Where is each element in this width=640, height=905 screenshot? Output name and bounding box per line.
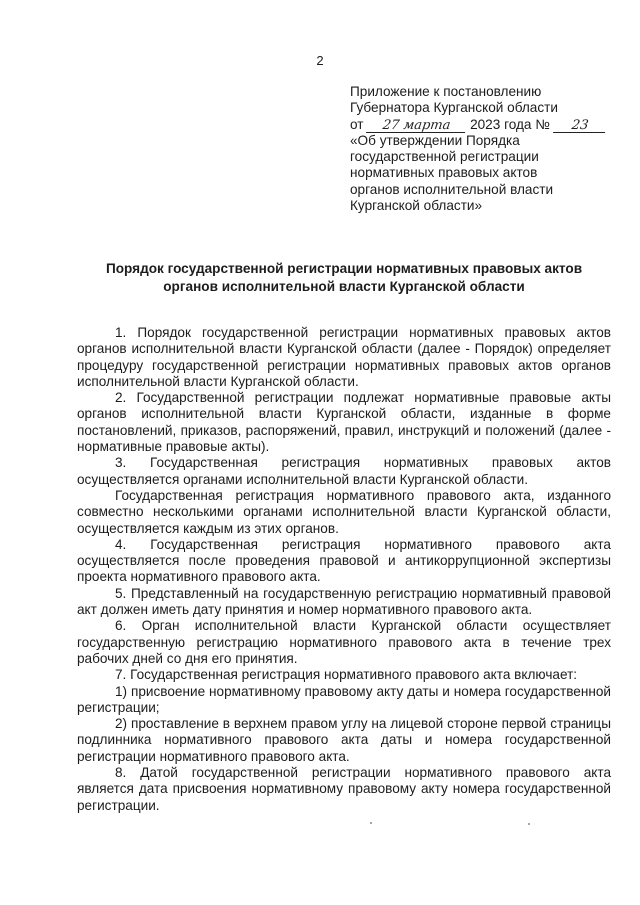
approval-line-7: органов исполнительной власти bbox=[350, 181, 554, 197]
approval-line-2: Губернатора Курганской области bbox=[350, 100, 558, 116]
scan-speck bbox=[528, 823, 530, 825]
paragraph: 6. Орган исполнительной власти Курганской области осуществляет государственную регистрацию нормативного правового акта в течение трех рабочих дней со дня его принятия. bbox=[77, 618, 611, 666]
paragraph: 3. Государственная регистрация нормативных правовых актов осуществляется органами исполнительной власти Курганской области. bbox=[77, 455, 611, 487]
title-line-2: органов исполнительной власти Курганской области bbox=[163, 278, 525, 294]
scan-speck bbox=[370, 822, 372, 824]
handwritten-date: 27 марта bbox=[366, 119, 467, 133]
document-title bbox=[70, 260, 618, 295]
scan-specks bbox=[370, 822, 550, 826]
paragraph: 2) проставление в верхнем правом углу на лицевой стороне первой страницы подлинника нормативного правового акта даты и номера государственной регистрации нормативного правового акта. bbox=[77, 716, 611, 764]
paragraph: 4. Государственная регистрация нормативного правового акта осуществляется после проведения правовой и антикоррупционной экспертизы проекта нормативного правового акта. bbox=[77, 536, 611, 585]
approval-line-5: государственной регистрации bbox=[350, 149, 539, 165]
paragraph: 2. Государственной регистрации подлежат нормативные правовые акты органов исполнительной власти Курганской области, изданные в форме постановлений, приказов, распоряжений, правил, инструкций и положений (далее - нормативные правовые акты). bbox=[77, 390, 611, 455]
date-prefix: от bbox=[350, 116, 364, 132]
approval-block bbox=[350, 84, 620, 214]
approval-date-line bbox=[350, 117, 620, 133]
paragraph: 5. Представленный на государственную регистрацию нормативный правовой акт должен иметь дату принятия и номер нормативного правового акта. bbox=[77, 585, 611, 618]
paragraph: 7. Государственная регистрация нормативного правового акта включает: bbox=[115, 667, 578, 683]
paragraph: Государственная регистрация нормативного правового акта, изданного совместно несколькими органами исполнительной власти Курганской области, осуществляется каждым из этих органов. bbox=[77, 487, 611, 536]
document-body bbox=[77, 325, 611, 814]
page-number: 2 bbox=[316, 53, 324, 68]
paragraph: 1) присвоение нормативному правовому акту даты и номера государственной регистрации; bbox=[77, 683, 611, 715]
title-line-1: Порядок государственной регистрации нормативных правовых актов bbox=[105, 261, 583, 276]
approval-line-6: нормативных правовых актов bbox=[350, 165, 538, 181]
approval-line-8: Курганской области» bbox=[350, 198, 483, 214]
approval-line-1: Приложение к постановлению bbox=[350, 84, 542, 99]
handwritten-number: 23 bbox=[553, 119, 607, 133]
paragraph: 1. Порядок государственной регистрации нормативных правовых актов органов исполнительной власти Курганской области (далее - Порядок) определяет процедуру государственной регистрации нормативных правовых актов органов исполнительной власти Курганской области. bbox=[77, 325, 611, 389]
paragraph: 8. Датой государственной регистрации нормативного правового акта является дата присвоения нормативному правовому акту номера государственной регистрации. bbox=[77, 765, 611, 813]
year-text: 2023 года № bbox=[470, 116, 550, 132]
approval-line-4: «Об утверждении Порядка bbox=[350, 132, 520, 148]
